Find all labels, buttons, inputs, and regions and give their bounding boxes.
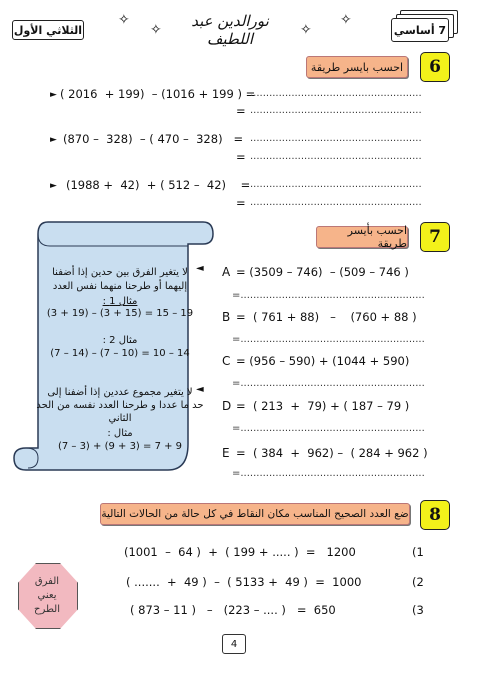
rule-2-text: الثاني xyxy=(108,413,132,424)
rule-2-text: لا يتغير مجموع عددين إذا أضفنا إلى xyxy=(47,387,193,398)
q6-expression-1: ( 2016 + 199) – (1016 + 199 ) = xyxy=(60,87,256,101)
equals-sign: = xyxy=(236,104,246,118)
q7-letter-d: D xyxy=(222,399,232,413)
q7-letter-e: E xyxy=(222,446,230,460)
example-3-equation: (7 – 3) + (9 + 3) = 7 + 9 xyxy=(57,441,183,452)
answer-line[interactable]: ...................................................... xyxy=(250,133,422,144)
arrow-icon: ◄ xyxy=(196,263,204,274)
rule-1-text: إليهما أو طرحنا منهما نفس العدد xyxy=(52,281,188,292)
q7-expression-a: = (3509 – 746) – (509 – 746 ) xyxy=(236,265,409,279)
row-marker: ► xyxy=(50,135,57,145)
example-3-title: مثال : xyxy=(107,428,133,439)
question-7-number: 7 xyxy=(420,222,450,252)
rule-2-text: حد ما عددا و طرحنا العدد نفسه من الحد xyxy=(36,400,204,411)
q6-expression-2: (870 – 328) – ( 470 – 328) = xyxy=(63,132,244,146)
star-icon: ✧ xyxy=(118,12,130,28)
q8-expression-3: ( 873 – 11 ) – (223 – .... ) = 650 xyxy=(130,603,336,617)
arrow-icon: ◄ xyxy=(196,384,204,395)
question-7-label: احسب بأيسر طريقة xyxy=(316,226,408,248)
star-icon: ✧ xyxy=(150,22,162,38)
star-icon: ✧ xyxy=(300,22,312,38)
q8-expression-1: (1001 – 64 ) + ( 199 + ..... ) = 1200 xyxy=(124,545,356,559)
answer-line[interactable]: ...................................................... xyxy=(250,179,422,190)
q7-expression-d: = ( 213 + 79) + ( 187 – 79 ) xyxy=(236,399,410,413)
example-1-equation: 19 – 15 = (15 + 3) – (19 + 3) xyxy=(46,308,194,319)
answer-line[interactable]: =.......................................................... xyxy=(232,423,425,434)
q7-letter-c: C xyxy=(222,354,231,368)
star-icon: ✧ xyxy=(340,12,352,28)
row-marker: ► xyxy=(50,90,57,100)
q7-expression-c: = (956 – 590) + (1044 + 590) xyxy=(236,354,410,368)
rule-1-text: لا يتغير الفرق بين حدين إذا أضفنا xyxy=(52,267,188,278)
author-title: نورالدين عبد اللطيف xyxy=(191,12,269,48)
term-badge: الثلاثي الأول xyxy=(12,20,84,40)
reminder-note-line: يعني xyxy=(37,590,57,601)
q7-letter-a: A xyxy=(222,265,231,279)
answer-line[interactable]: =.......................................................... xyxy=(232,334,425,345)
q8-index-1: (1 xyxy=(412,545,424,559)
q8-expression-2: ( ....... + 49 ) – ( 5133 + 49 ) = 1000 xyxy=(126,575,362,589)
equals-sign: = xyxy=(236,150,246,164)
example-2-equation: 14 – 10 = (10 – 7) – (14 – 7) xyxy=(50,348,190,359)
q8-index-3: (3 xyxy=(412,603,424,617)
question-8-number: 8 xyxy=(420,500,450,530)
example-2-title: مثال 2 : xyxy=(102,335,138,346)
answer-line[interactable]: ...................................................... xyxy=(250,197,422,208)
question-6-label: احسب بايسر طريقة xyxy=(306,56,408,78)
answer-line[interactable]: ...................................................... xyxy=(250,105,422,116)
row-marker: ► xyxy=(50,181,57,191)
reminder-note-line: الفرق xyxy=(34,576,60,587)
question-6-number: 6 xyxy=(420,52,450,82)
equals-sign: = xyxy=(236,196,246,210)
answer-line[interactable]: =.......................................................... xyxy=(232,378,425,389)
q7-letter-b: B xyxy=(222,310,231,324)
reminder-note-line: الطرح xyxy=(33,604,60,615)
example-1-title: مثال 1 : xyxy=(102,296,138,307)
question-8-label: ضع العدد الصحيح المناسب مكان النقاط في كل حالة من الحالات التالية xyxy=(100,503,410,525)
answer-line[interactable]: =.......................................................... xyxy=(232,468,425,479)
q8-index-2: (2 xyxy=(412,575,424,589)
answer-line[interactable]: ...................................................... xyxy=(250,151,422,162)
page-number: 4 xyxy=(222,634,246,654)
level-badge: 7 أساسي xyxy=(391,18,449,42)
q7-expression-b: = ( 761 + 88) – (760 + 88 ) xyxy=(236,310,417,324)
q7-expression-e: = ( 384 + 962) – ( 284 + 962 ) xyxy=(236,446,428,460)
q6-expression-3: (1988 + 42) + ( 512 – 42) = xyxy=(66,178,251,192)
answer-line[interactable]: ...................................................... xyxy=(250,88,422,99)
answer-line[interactable]: =.......................................................... xyxy=(232,290,425,301)
